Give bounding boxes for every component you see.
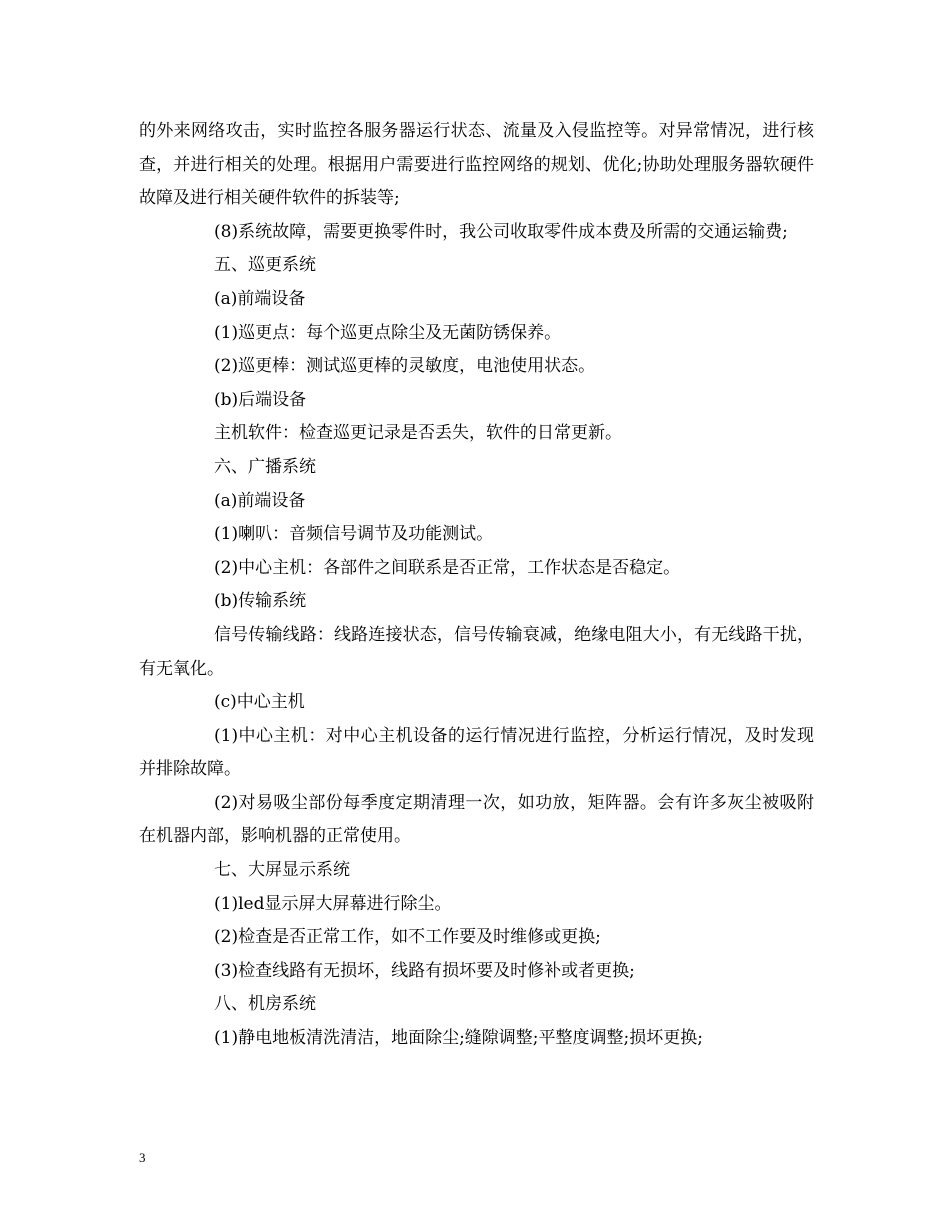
section-heading-6: 六、广播系统 [214,456,316,477]
section-heading-8: 八、机房系统 [214,994,316,1015]
list-item: (2)检查是否正常工作，如不工作要及时维修或更换; [214,927,601,948]
subheading-b: (b)传输系统 [214,591,307,612]
section-heading-5: 五、巡更系统 [214,255,316,276]
list-item: 主机软件：检查巡更记录是否丢失，软件的日常更新。 [214,423,622,444]
subheading-a: (a)前端设备 [214,490,306,511]
section-heading-7: 七、大屏显示系统 [214,860,350,881]
list-item: (1)led显示屏大屏幕进行除尘。 [214,893,452,914]
list-item: (1)巡更点：每个巡更点除尘及无菌防锈保养。 [214,322,562,343]
paragraph: (2)对易吸尘部份每季度定期清理一次，如功放，矩阵器。会有许多灰尘被吸附在机器内部，影响机器的正常使用。 [139,792,814,847]
subheading-a: (a)前端设备 [214,288,306,309]
paragraph: (1)中心主机：对中心主机设备的运行情况进行监控，分析运行情况，及时发现并排除故障。 [139,725,814,780]
body-text [139,115,814,1056]
page-number: 3 [139,1150,146,1165]
list-item: (1)静电地板清洗清洁，地面除尘;缝隙调整;平整度调整;损坏更换; [214,1028,703,1049]
list-item: (3)检查线路有无损坏，线路有损坏要及时修补或者更换; [214,960,635,981]
list-item: (1)喇叭：音频信号调节及功能测试。 [214,524,494,545]
paragraph-continuation: 的外来网络攻击，实时监控各服务器运行状态、流量及入侵监控等。对异常情况，进行核查，并进行相关的处理。根据用户需要进行监控网络的规划、优化;协助处理服务器软硬件故障及进行相关硬件软件的拆装等; [139,121,814,209]
subheading-b: (b)后端设备 [214,389,307,410]
paragraph: 信号传输线路：线路连接状态，信号传输衰减，绝缘电阻大小，有无线路干扰，有无氧化。 [139,624,814,679]
subheading-c: (c)中心主机 [214,692,305,713]
list-item: (2)中心主机：各部件之间联系是否正常，工作状态是否稳定。 [214,557,681,578]
paragraph-item-8: (8)系统故障，需要更换零件时，我公司收取零件成本费及所需的交通运输费; [214,221,788,242]
list-item: (2)巡更棒：测试巡更棒的灵敏度，电池使用状态。 [214,356,596,377]
